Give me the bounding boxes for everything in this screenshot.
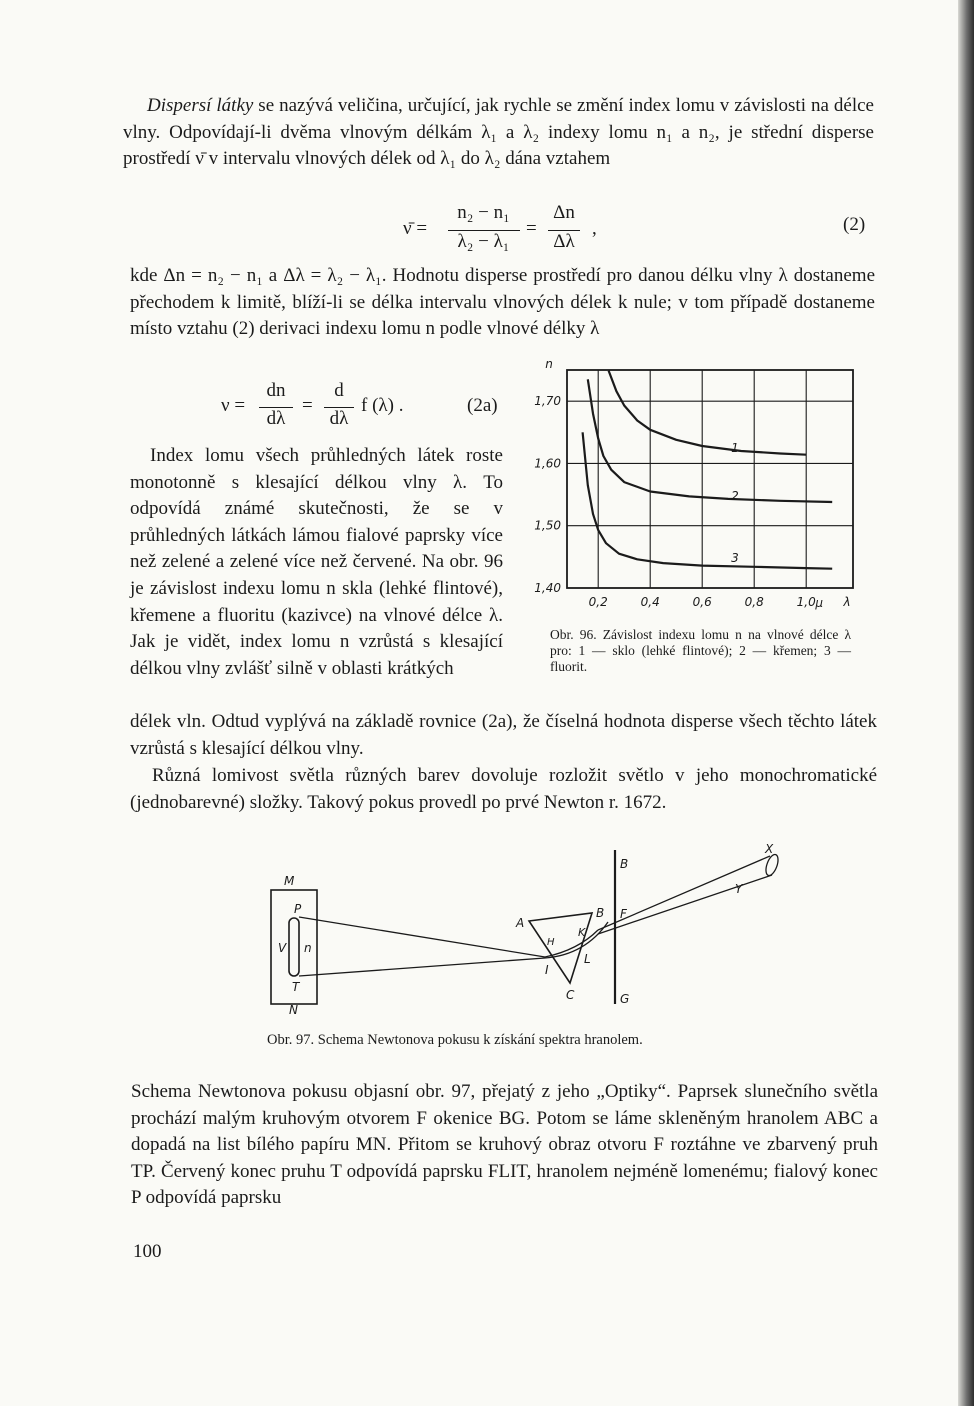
label-n-screen: N (289, 1003, 298, 1017)
ray-lower (299, 958, 545, 976)
equation-2a-equals: = (302, 395, 313, 416)
x-tick-label: 0,4 (640, 595, 660, 609)
figure-97-caption: Obr. 97. Schema Newtonova pokusu k získání spektra hranolem. (267, 1032, 643, 1048)
label-h: H (547, 937, 555, 948)
label-l: L (584, 952, 591, 966)
equation-2a-lhs: ν = (221, 395, 246, 416)
label-f: F (620, 907, 627, 921)
x-tick-label: 0,6 (692, 595, 712, 609)
label-b: B (620, 857, 629, 871)
label-b-prism: B (596, 906, 605, 920)
series-label-1: 1 (731, 441, 739, 455)
equation-2a-numerator: dn (266, 380, 286, 401)
sun-disc (764, 853, 781, 877)
equation-2a-function: f (λ) . (361, 395, 404, 416)
label-a: A (516, 916, 525, 930)
label-p: P (294, 902, 302, 916)
series-label-2: 2 (731, 489, 739, 503)
y-tick-label: 1,60 (534, 456, 561, 471)
paragraph-text: Různá lomivost světla různých barev dovoluje rozložit světlo v jeho monochromatické (jednobarevné) složky. Takový pokus provedl po prvé Newton r. 1672. (130, 765, 877, 813)
label-v: V (278, 941, 287, 955)
label-y: Y (735, 882, 743, 896)
label-m: M (284, 874, 295, 888)
page-number: 100 (133, 1241, 162, 1262)
x-axis-label: λ (843, 595, 851, 609)
spectrum-band-tp (289, 918, 299, 976)
equation-2-equals: = (526, 218, 537, 239)
x-tick-label: 0,2 (588, 595, 608, 609)
equation-2-number: (2) (843, 214, 866, 235)
equation-2-comma: , (592, 218, 597, 239)
prism-abc (529, 913, 592, 983)
label-x: X (765, 842, 774, 856)
x-unit-label: μ (815, 596, 824, 610)
label-i: I (545, 963, 549, 977)
equation-2-denominator-2: Δλ (553, 231, 575, 252)
x-tick-label: 0,8 (744, 595, 764, 609)
paragraph-text: Schema Newtonova pokusu objasní obr. 97, přejatý z jeho „Optiky“. Paprsek slunečního světla prochází malým kruhovým otvorem F okenice BG. Potom se láme skleněným hranolem ABC a dopadá na list bílého papíru MN. Přitom se kruhový obraz otvoru F roztáhne ve zbarvený pruh TP. Červený konec pruhu T odpovídá paprsku FLIT, hranolem nejméně lomenému; fialový konec P odpovídá paprsku (131, 1081, 878, 1209)
label-n-inner: n (304, 941, 312, 955)
label-g: G (620, 992, 630, 1006)
x-tick-label: 1,0 (796, 595, 816, 609)
figure-96-caption: Obr. 96. Závislost indexu lomu n na vlnové délce λ pro: 1 — sklo (lehké flintové); 2 — křemen; 3 — fluorit. (550, 627, 851, 674)
equation-2-denominator: λ₂ − λ₁ (457, 231, 510, 252)
label-c: C (566, 988, 575, 1002)
equation-2a-numerator-2: d (334, 380, 344, 401)
paragraph-text: Index lomu všech průhledných látek roste monotonně s klesající délkou vlny λ. To odpovídá známé skutečnosti, že se v průhledných látkách lámou fialové paprsky více než zelené a zelené více než červené. Na obr. 96 je závislost indexu lomu n skla (lehké flintové), křemene a fluoritu (kazivce) na vlnové délce λ. Jak je vidět, index lomu n vzrůstá s klesající délkou vlny zvlášť silně v oblasti krátkých (130, 445, 503, 679)
equation-2a-denominator-2: dλ (329, 408, 349, 429)
label-t: T (292, 980, 300, 994)
sun-ray-lower (598, 875, 772, 934)
paragraph-newton-schema (131, 1079, 878, 1212)
label-k: K (578, 926, 586, 939)
series-label-3: 3 (731, 551, 739, 565)
y-axis-label: n (545, 357, 553, 371)
equation-2-numerator: n₂ − n₁ (457, 202, 510, 223)
paragraph-text: se nazývá veličina, určující, jak rychle se změní index lomu v závislosti na délce vlny. Odpovídají-li dvěma vlnovým délkám λ₁ a λ₂ indexy lomu n₁ a n₂, je střední disperse prostředí ν̄ v intervalu vlnových délek od λ₁ do λ₂ dána vztahem (123, 95, 874, 170)
paragraph-text: kde Δn = n₂ − n₁ a Δλ = λ₂ − λ₁. Hodnotu disperse prostředí pro danou délku vlny λ dostaneme přechodem k limitě, blíží-li se délka intervalu vlnových délek k nule; v tom případě dostaneme místo vztahu (2) derivaci indexu lomu n podle vlnové délky λ (130, 265, 875, 340)
equation-2a-denominator: dλ (266, 408, 286, 429)
paragraph-text: délek vln. Odtud vyplývá na základě rovnice (2a), že číselná hodnota disperse všech těchto látek vzrůstá s klesající délkou vlny. (130, 711, 877, 759)
equation-2-lhs: ν̄ = (403, 218, 428, 239)
ray-upper (299, 917, 545, 957)
y-tick-label: 1,40 (534, 581, 561, 595)
equation-2a-number: (2a) (467, 395, 498, 416)
equation-2-numerator-2: Δn (553, 202, 575, 223)
y-tick-label: 1,50 (534, 518, 561, 533)
term-dispersion: Dispersí látky (147, 95, 254, 116)
y-tick-label: 1,70 (534, 394, 561, 409)
